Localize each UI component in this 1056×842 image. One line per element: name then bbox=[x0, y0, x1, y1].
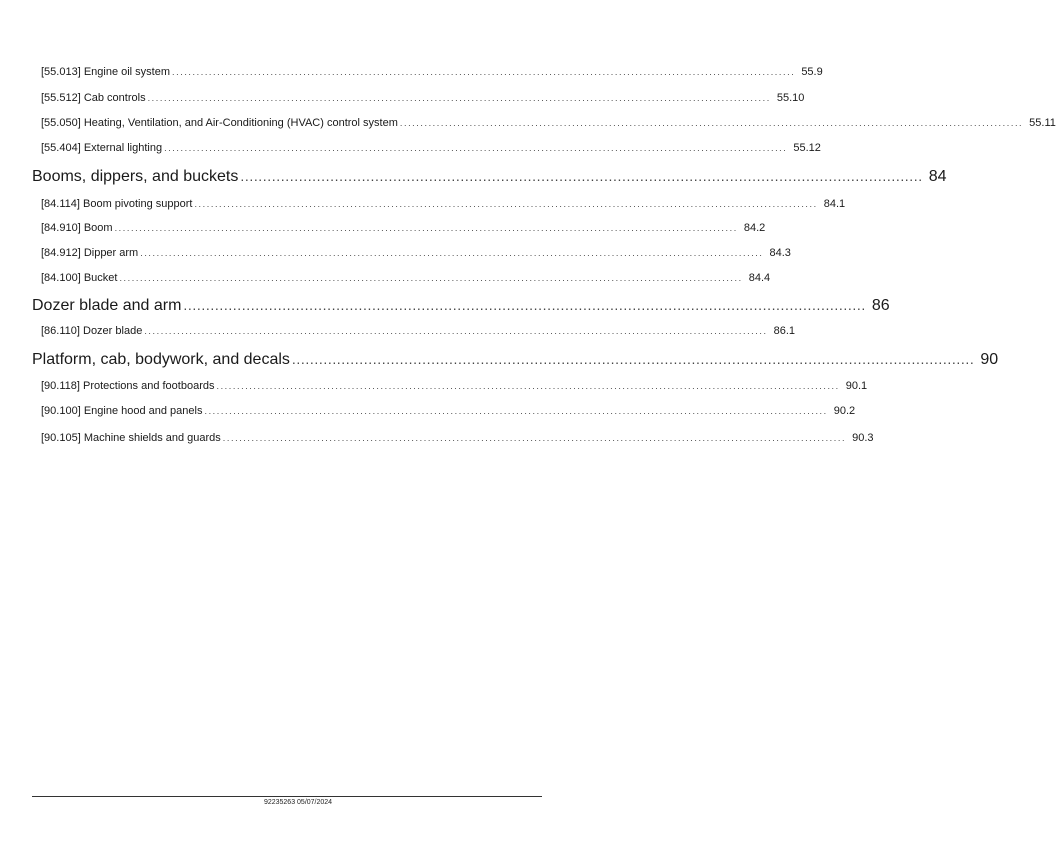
toc-entry-title: [55.013] Engine oil system bbox=[41, 66, 171, 78]
toc-entry[interactable] bbox=[41, 92, 805, 106]
toc-entry-title: [90.105] Machine shields and guards bbox=[41, 432, 221, 444]
dot-leader: ........................................................................................................................................................ bbox=[119, 273, 743, 283]
toc-entry-page: 84.3 bbox=[769, 247, 791, 259]
toc-entry-title: [84.910] Boom bbox=[41, 222, 113, 234]
dot-leader: ........................................................................................................................................................ bbox=[172, 67, 796, 77]
dot-leader: ........................................................................................................................................................ bbox=[204, 406, 828, 416]
toc-entry[interactable] bbox=[41, 405, 856, 419]
toc-entry-title: [55.404] External lighting bbox=[41, 142, 163, 154]
footer-document-id: 92235263 05/07/2024 bbox=[263, 799, 333, 806]
toc-entry[interactable] bbox=[41, 272, 771, 286]
toc-entry[interactable] bbox=[41, 432, 874, 446]
footer-divider bbox=[32, 796, 542, 797]
dot-leader: ........................................................................................................................................................ bbox=[183, 297, 866, 313]
dot-leader: ........................................................................................................................................................ bbox=[147, 93, 771, 103]
toc-entry-page: 86.1 bbox=[773, 325, 796, 337]
toc-entry[interactable] bbox=[41, 380, 868, 394]
dot-leader: ........................................................................................................................................................ bbox=[216, 381, 840, 391]
toc-entry-title: [84.114] Boom pivoting support bbox=[41, 198, 193, 210]
toc-section-page: 90 bbox=[980, 351, 999, 368]
toc-entry[interactable] bbox=[41, 66, 823, 80]
toc-section-page: 86 bbox=[871, 297, 890, 314]
toc-section-title: Booms, dippers, and buckets bbox=[32, 168, 239, 185]
dot-leader: ........................................................................................................................................................ bbox=[291, 351, 975, 367]
dot-leader: ........................................................................................................................................................ bbox=[222, 433, 847, 443]
toc-entry-page: 84.2 bbox=[743, 222, 766, 234]
toc-entry-title: [55.512] Cab controls bbox=[41, 92, 146, 104]
toc-entry[interactable] bbox=[41, 325, 796, 339]
toc-entry[interactable] bbox=[41, 117, 1056, 131]
dot-leader: ........................................................................................................................................................ bbox=[194, 199, 818, 209]
toc-entry[interactable] bbox=[41, 198, 846, 212]
toc-entry-page: 55.12 bbox=[793, 142, 821, 154]
toc-entry-page: 90.3 bbox=[852, 432, 874, 444]
toc-entry[interactable] bbox=[41, 142, 821, 156]
toc-entry-title: [84.912] Dipper arm bbox=[41, 247, 139, 259]
toc-entry-title: [84.100] Bucket bbox=[41, 272, 118, 284]
toc-entry[interactable] bbox=[41, 247, 791, 261]
toc-section-title: Dozer blade and arm bbox=[32, 297, 182, 314]
toc-entry-page: 55.11 bbox=[1029, 117, 1056, 129]
toc-section-heading[interactable] bbox=[32, 297, 890, 317]
toc-entry-page: 55.10 bbox=[776, 92, 805, 104]
toc-entry[interactable] bbox=[41, 222, 766, 236]
dot-leader: ........................................................................................................................................................ bbox=[140, 248, 764, 258]
toc-section-heading[interactable] bbox=[32, 351, 999, 371]
dot-leader: ........................................................................................................................................................ bbox=[144, 326, 768, 336]
toc-entry-page: 84.1 bbox=[823, 198, 846, 210]
toc-entry-title: [90.100] Engine hood and panels bbox=[41, 405, 203, 417]
dot-leader: ........................................................................................................................................................ bbox=[399, 118, 1024, 128]
toc-entry-page: 84.4 bbox=[748, 272, 771, 284]
toc-section-page: 84 bbox=[928, 168, 947, 185]
dot-leader: ........................................................................................................................................................ bbox=[164, 143, 788, 153]
toc-entry-title: [90.118] Protections and footboards bbox=[41, 380, 215, 392]
dot-leader: ........................................................................................................................................................ bbox=[240, 168, 923, 184]
toc-entry-page: 55.9 bbox=[801, 66, 823, 78]
toc-entry-title: [86.110] Dozer blade bbox=[41, 325, 143, 337]
toc-entry-page: 90.1 bbox=[845, 380, 868, 392]
toc-entry-page: 90.2 bbox=[833, 405, 856, 417]
toc-section-title: Platform, cab, bodywork, and decals bbox=[32, 351, 290, 368]
toc-entry-title: [55.050] Heating, Ventilation, and Air-Conditioning (HVAC) control system bbox=[41, 117, 398, 129]
dot-leader: ........................................................................................................................................................ bbox=[114, 223, 738, 233]
toc-section-heading[interactable] bbox=[32, 168, 947, 188]
